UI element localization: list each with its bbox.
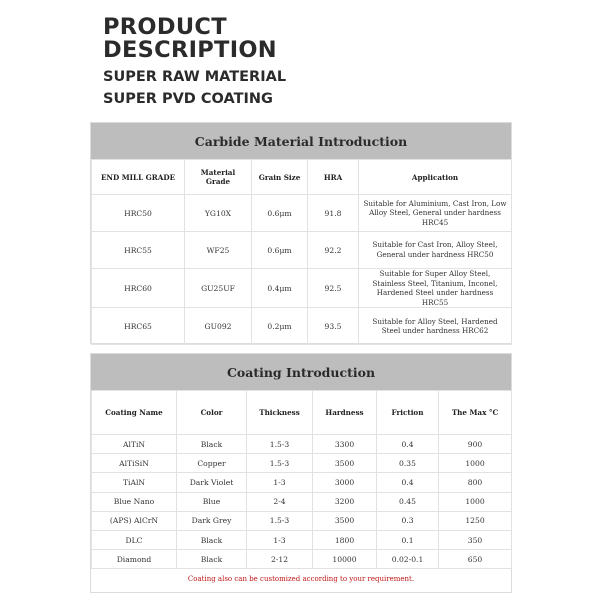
subtitle-line-1: SUPER RAW MATERIAL: [103, 69, 287, 85]
table-row: [92, 435, 512, 454]
cell-material: YG10X: [185, 195, 252, 232]
cell-max-temp: 650: [439, 550, 512, 569]
cell-friction: 0.35: [377, 454, 439, 473]
cell-max-temp: 350: [439, 530, 512, 549]
table-row: [92, 308, 512, 345]
cell-hardness: 1800: [313, 530, 377, 549]
column-header: The Max °C: [439, 391, 512, 435]
title-line-2: DESCRIPTION: [103, 37, 277, 63]
cell-grade: HRC65: [92, 308, 185, 345]
table-row: [92, 195, 512, 232]
cell-coating-name: TiAlN: [92, 473, 177, 492]
cell-grain: 0.6μm: [252, 232, 308, 269]
cell-material: GU092: [185, 308, 252, 345]
table-row: [92, 492, 512, 511]
cell-grade: HRC50: [92, 195, 185, 232]
cell-grain: 0.6μm: [252, 195, 308, 232]
column-header: HRA: [308, 160, 359, 195]
cell-material: GU25UF: [185, 269, 252, 308]
cell-grain: 0.4μm: [252, 269, 308, 308]
cell-color: Black: [177, 550, 247, 569]
cell-max-temp: 900: [439, 435, 512, 454]
title-line-1: PRODUCT: [103, 14, 227, 40]
cell-coating-name: DLC: [92, 530, 177, 549]
cell-hra: 92.5: [308, 269, 359, 308]
cell-hra: 91.8: [308, 195, 359, 232]
cell-coating-name: (APS) AlCrN: [92, 511, 177, 530]
cell-coating-name: AlTiN: [92, 435, 177, 454]
cell-thickness: 2-4: [247, 492, 313, 511]
carbide-header-row: [92, 160, 512, 195]
cell-thickness: 1.5-3: [247, 435, 313, 454]
cell-hra: 92.2: [308, 232, 359, 269]
table-row: [92, 269, 512, 308]
cell-max-temp: 800: [439, 473, 512, 492]
carbide-table: [91, 159, 512, 345]
coating-introduction-table: [90, 353, 512, 593]
column-header: Material Grade: [185, 160, 252, 195]
cell-coating-name: AlTiSiN: [92, 454, 177, 473]
table-row: [92, 550, 512, 569]
table-row: [92, 511, 512, 530]
cell-thickness: 1.5-3: [247, 454, 313, 473]
table-row: [92, 530, 512, 549]
cell-hardness: 3200: [313, 492, 377, 511]
cell-color: Dark Grey: [177, 511, 247, 530]
cell-max-temp: 1250: [439, 511, 512, 530]
table-row: [92, 473, 512, 492]
cell-hardness: 10000: [313, 550, 377, 569]
cell-color: Black: [177, 530, 247, 549]
column-header: END MILL GRADE: [92, 160, 185, 195]
cell-color: Blue: [177, 492, 247, 511]
cell-hardness: 3500: [313, 511, 377, 530]
cell-grade: HRC60: [92, 269, 185, 308]
coating-header-row: [92, 391, 512, 435]
cell-max-temp: 1000: [439, 454, 512, 473]
carbide-material-table: [90, 122, 512, 344]
cell-friction: 0.02-0.1: [377, 550, 439, 569]
column-header: Application: [359, 160, 512, 195]
cell-thickness: 2-12: [247, 550, 313, 569]
cell-hardness: 3300: [313, 435, 377, 454]
cell-material: WF25: [185, 232, 252, 269]
table-row: [92, 454, 512, 473]
coating-table: [91, 390, 512, 569]
column-header: Thickness: [247, 391, 313, 435]
cell-coating-name: Diamond: [92, 550, 177, 569]
cell-hardness: 3000: [313, 473, 377, 492]
cell-coating-name: Blue Nano: [92, 492, 177, 511]
cell-application: Suitable for Alloy Steel, Hardened Steel under hardness HRC62: [359, 308, 512, 345]
column-header: Friction: [377, 391, 439, 435]
cell-application: Suitable for Super Alloy Steel, Stainless Steel, Titanium, Inconel, Hardened Steel under hardness HRC55: [359, 269, 512, 308]
cell-color: Black: [177, 435, 247, 454]
cell-max-temp: 1000: [439, 492, 512, 511]
cell-color: Dark Violet: [177, 473, 247, 492]
cell-thickness: 1-3: [247, 530, 313, 549]
coating-table-title: Coating Introduction: [91, 354, 511, 390]
cell-hardness: 3500: [313, 454, 377, 473]
column-header: Coating Name: [92, 391, 177, 435]
cell-friction: 0.1: [377, 530, 439, 549]
table-row: [92, 232, 512, 269]
cell-grain: 0.2μm: [252, 308, 308, 345]
subtitle-line-2: SUPER PVD COATING: [103, 91, 273, 107]
cell-application: Suitable for Cast Iron, Alloy Steel, General under hardness HRC50: [359, 232, 512, 269]
cell-hra: 93.5: [308, 308, 359, 345]
cell-thickness: 1-3: [247, 473, 313, 492]
column-header: Hardness: [313, 391, 377, 435]
cell-friction: 0.4: [377, 473, 439, 492]
cell-friction: 0.45: [377, 492, 439, 511]
hero-heading: [103, 16, 286, 110]
column-header: Grain Size: [252, 160, 308, 195]
cell-color: Copper: [177, 454, 247, 473]
cell-friction: 0.3: [377, 511, 439, 530]
cell-thickness: 1.5-3: [247, 511, 313, 530]
cell-grade: HRC55: [92, 232, 185, 269]
carbide-table-title: Carbide Material Introduction: [91, 123, 511, 159]
column-header: Color: [177, 391, 247, 435]
customization-note: Coating also can be customized according to your requirement.: [187, 575, 415, 584]
cell-friction: 0.4: [377, 435, 439, 454]
cell-application: Suitable for Aluminium, Cast Iron, Low Alloy Steel, General under hardness HRC45: [359, 195, 512, 232]
